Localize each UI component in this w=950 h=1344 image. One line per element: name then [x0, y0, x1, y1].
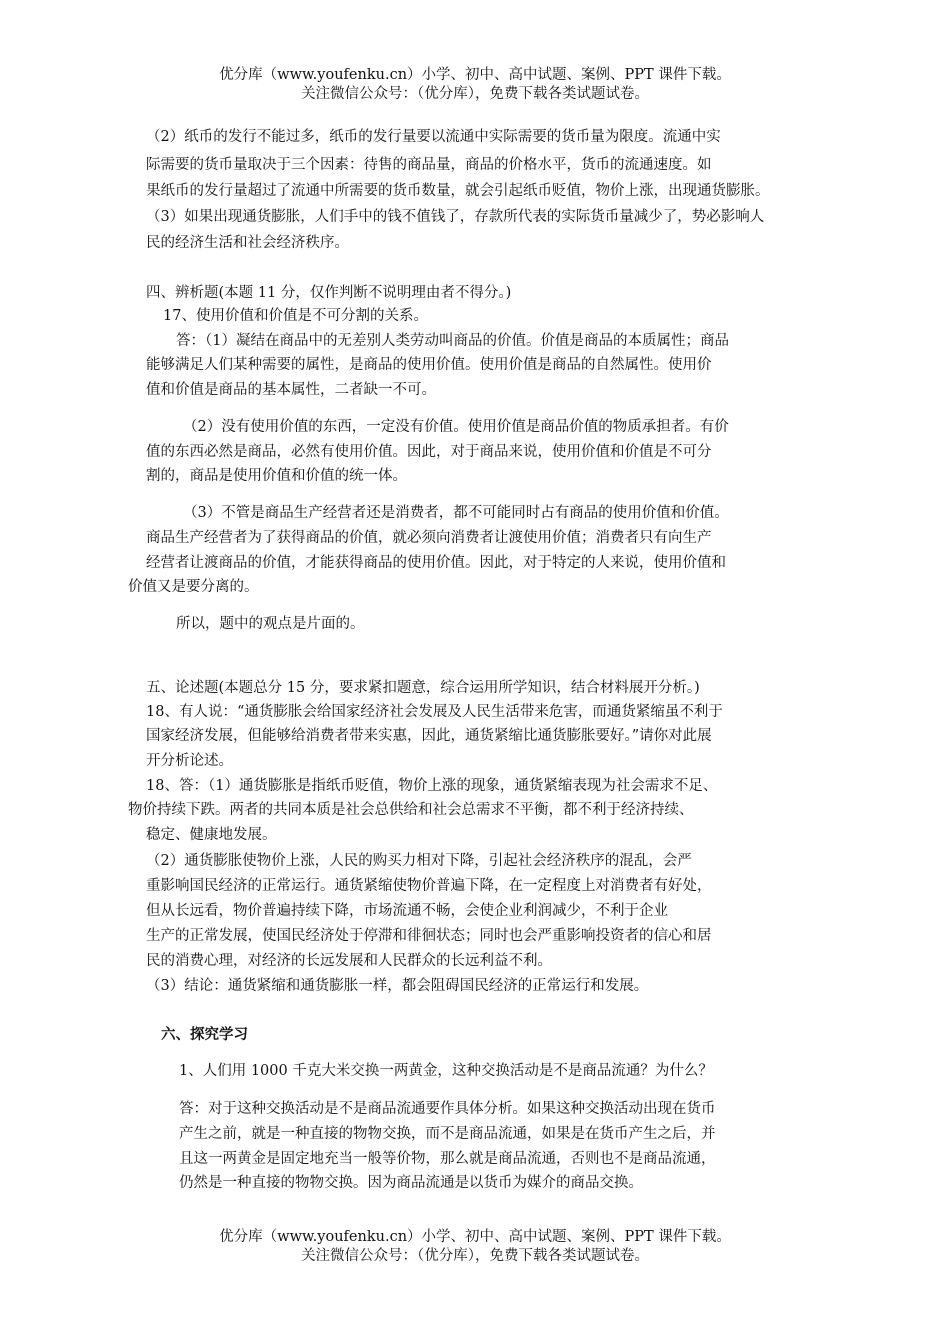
body-line: 物价持续下跌。两者的共同本质是社会总供给和社会总需求不平衡，都不利于经济持续、 [128, 802, 694, 818]
section-heading-4: 四、辨析题(本题 11 分，仅作判断不说明理由者不得分。) [146, 285, 512, 301]
body-line: 所以，题中的观点是片面的。 [176, 616, 365, 632]
body-line: 开分析论述。 [146, 753, 233, 769]
body-line: 经营者让渡商品的价值，才能获得商品的使用价值。因此，对于特定的人来说，使用价值和 [146, 555, 726, 571]
body-line: 重影响国民经济的正常运行。通货紧缩使物价普遍下降，在一定程度上对消费者有好处， [146, 878, 712, 894]
body-line: 答：（1）凝结在商品中的无差别人类劳动叫商品的价值。价值是商品的本质属性；商品 [176, 333, 729, 349]
question-18: 18、有人说：“通货膨胀会给国家经济社会发展及人民生活带来危害，而通货紧缩虽不利于 [146, 704, 723, 720]
section-heading-6: 六、探究学习 [161, 1026, 248, 1043]
body-line: 值的东西必然是商品，必然有使用价值。因此，对于商品来说，使用价值和价值是不可分 [146, 444, 712, 460]
body-line: 果纸币的发行量超过了流通中所需要的货币数量，就会引起纸币贬值，物价上涨，出现通货膨胀。 [146, 183, 770, 199]
answer-1: 答：对于这种交换活动是不是商品流通要作具体分析。如果这种交换活动出现在货币 [179, 1101, 716, 1117]
body-line: 割的，商品是使用价值和价值的统一体。 [146, 468, 407, 484]
body-line: （3）不管是商品生产经营者还是消费者，都不可能同时占有商品的使用价值和价值。 [183, 505, 729, 521]
body-line: （2）通货膨胀使物价上涨，人民的购买力相对下降，引起社会经济秩序的混乱，会严 [146, 853, 692, 869]
header-line-2: 关注微信公众号：（优分库），免费下载各类试题试卷。 [301, 86, 649, 102]
body-line: （2）没有使用价值的东西，一定没有价值。使用价值是商品价值的物质承担者。有价 [183, 419, 729, 435]
footer-line-2: 关注微信公众号：（优分库），免费下载各类试题试卷。 [301, 1248, 649, 1264]
page-footer [0, 1228, 950, 1266]
body-line: 产生之前，就是一种直接的物物交换，而不是商品流通，如果是在货币产生之后，并 [179, 1126, 716, 1142]
body-line: 民的经济生活和社会经济秩序。 [146, 235, 349, 251]
body-line: 能够满足人们某种需要的属性，是商品的使用价值。使用价值是商品的自然属性。使用价 [146, 357, 712, 373]
body-line: 且这一两黄金是固定地充当一般等价物，那么就是商品流通，否则也不是商品流通， [179, 1151, 716, 1167]
body-line: 但从长远看，物价普遍持续下降，市场流通不畅，会使企业利润减少，不利于企业 [146, 903, 668, 919]
body-line: （3）如果出现通货膨胀，人们手中的钱不值钱了，存款所代表的实际货币量减少了，势必影响人 [146, 209, 765, 225]
question-1: 1、人们用 1000 千克大米交换一两黄金，这种交换活动是不是商品流通？为什么？ [179, 1063, 713, 1079]
body-line: 国家经济发展，但能够给消费者带来实惠，因此，通货紧缩比通货膨胀要好。”请你对此展 [146, 728, 712, 744]
body-line: 仍然是一种直接的物物交换。因为商品流通是以货币为媒介的商品交换。 [179, 1175, 643, 1191]
footer-line-1: 优分库（www.youfenku.cn）小学、初中、高中试题、案例、PPT 课件下载。 [219, 1229, 731, 1245]
body-line: 际需要的货币量取决于三个因素：待售的商品量，商品的价格水平，货币的流通速度。如 [146, 157, 712, 173]
body-line: 价值又是要分离的。 [128, 579, 259, 595]
body-line: （3）结论：通货紧缩和通货膨胀一样，都会阻碍国民经济的正常运行和发展。 [146, 978, 649, 994]
body-line: 民的消费心理，对经济的长远发展和人民群众的长远利益不利。 [146, 953, 552, 969]
section-heading-5: 五、论述题(本题总分 15 分，要求紧扣题意，综合运用所学知识，结合材料展开分析。) [146, 680, 700, 696]
body-line: 生产的正常发展，使国民经济处于停滞和徘徊状态；同时也会严重影响投资者的信心和居 [146, 928, 712, 944]
answer-18: 18、答：（1）通货膨胀是指纸币贬值，物价上涨的现象，通货紧缩表现为社会需求不足、 [146, 778, 718, 794]
header-line-1: 优分库（www.youfenku.cn）小学、初中、高中试题、案例、PPT 课件下载。 [219, 67, 731, 83]
body-line: 稳定、健康地发展。 [146, 827, 277, 843]
body-line: （2）纸币的发行不能过多，纸币的发行量要以流通中实际需要的货币量为限度。流通中实 [146, 129, 721, 145]
body-line: 商品生产经营者为了获得商品的价值，就必须向消费者让渡使用价值；消费者只有向生产 [146, 530, 712, 546]
question-17: 17、使用价值和价值是不可分割的关系。 [163, 308, 428, 324]
body-line: 值和价值是商品的基本属性，二者缺一不可。 [146, 382, 436, 398]
page-header [0, 66, 950, 104]
